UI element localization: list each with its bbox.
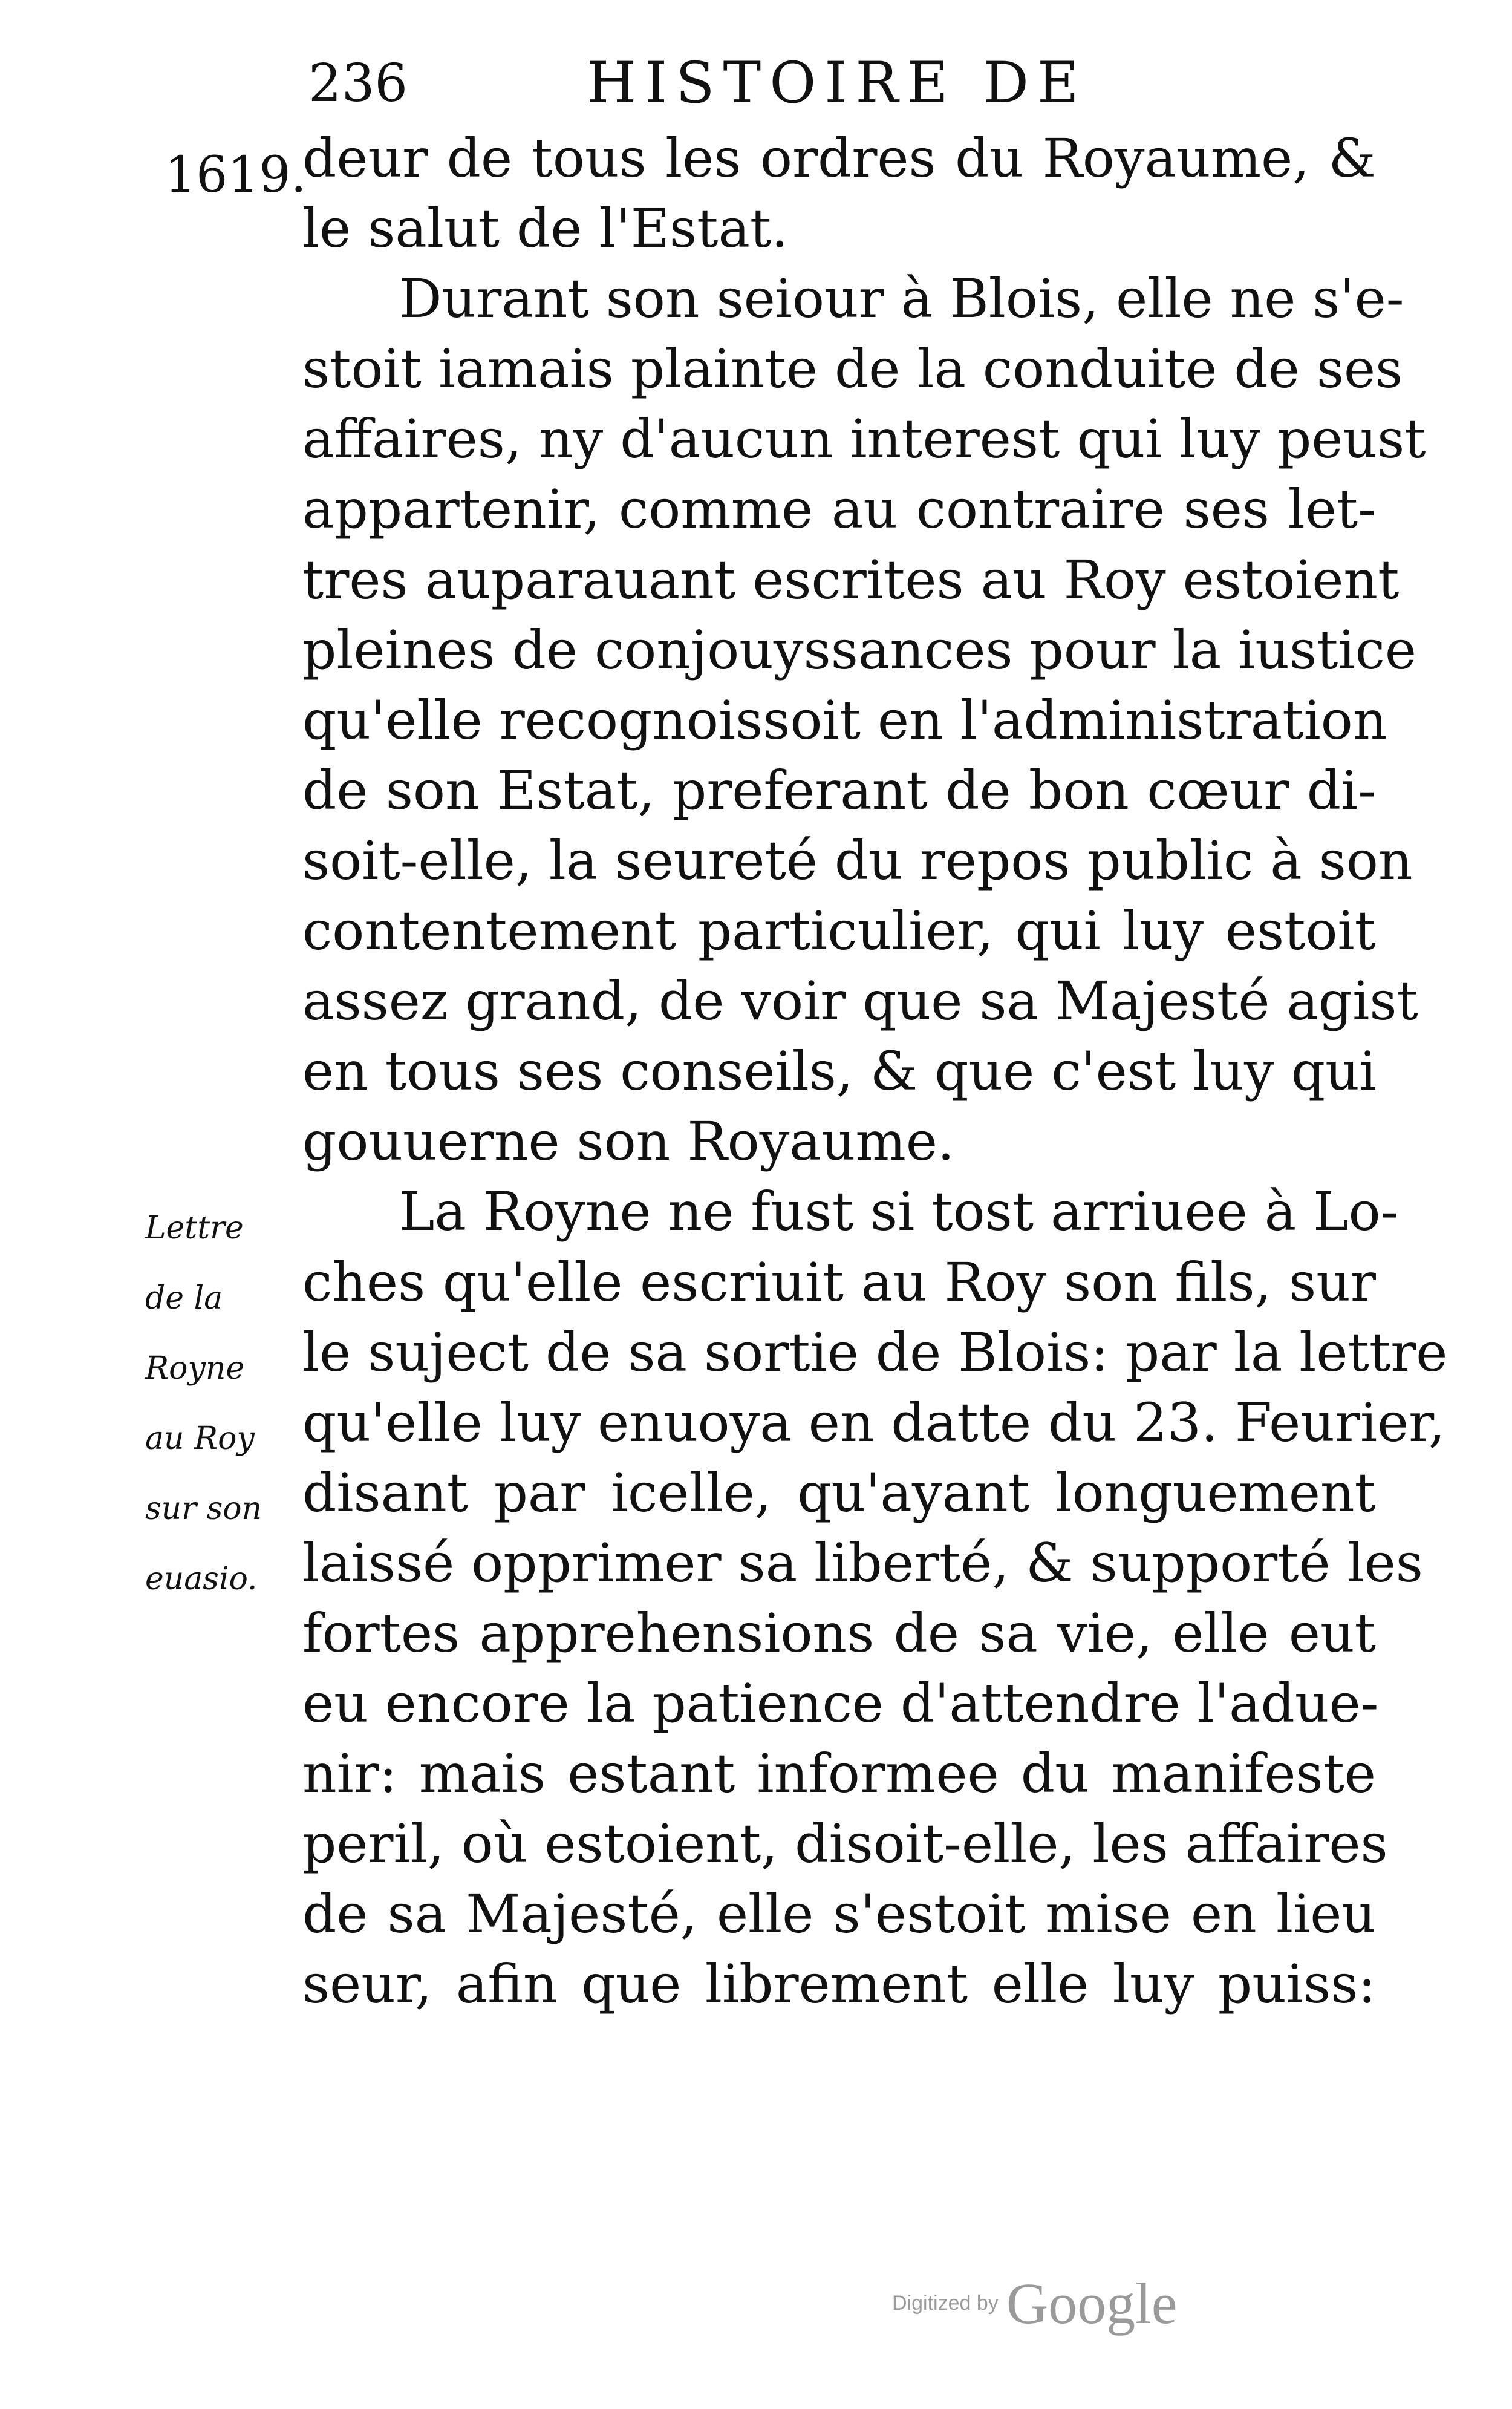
page-number: 236 bbox=[308, 53, 408, 114]
margin-year: 1619. bbox=[165, 146, 307, 204]
text-line: contentement particulier, qui luy estoit bbox=[302, 900, 1376, 963]
text-line: qu'elle luy enuoya en datte du 23. Feurier, bbox=[302, 1391, 1445, 1454]
text-line: qu'elle recognoissoit en l'administration bbox=[302, 688, 1387, 751]
watermark-prefix: Digitized by bbox=[892, 2292, 999, 2315]
text-line: soit-elle, la seureté du repos public à son bbox=[302, 829, 1413, 892]
text-line: La Royne ne fust si tost arriuee à Lo- bbox=[399, 1180, 1399, 1243]
text-line: deur de tous les ordres du Royaume, & bbox=[302, 127, 1376, 189]
text-line: eu encore la patience d'attendre l'adue- bbox=[302, 1672, 1379, 1735]
text-line: seur, afin que librement elle luy puiss: bbox=[302, 1953, 1376, 2016]
running-title: HISTOIRE DE bbox=[587, 50, 1087, 116]
text-line: de sa Majesté, elle s'estoit mise en lieu bbox=[302, 1883, 1376, 1946]
margin-note-line: euasio. bbox=[145, 1561, 258, 1597]
text-line: gouuerne son Royaume. bbox=[302, 1110, 954, 1173]
text-line: ches qu'elle escriuit au Roy son fils, sur bbox=[302, 1250, 1376, 1313]
text-line: peril, où estoient, disoit-elle, les affaires bbox=[302, 1812, 1388, 1875]
text-line: nir: mais estant informee du manifeste bbox=[302, 1742, 1376, 1805]
margin-note-line: au Roy bbox=[145, 1420, 255, 1457]
text-line: tres auparauant escrites au Roy estoient bbox=[302, 548, 1400, 611]
text-line: de son Estat, preferant de bon cœur di- bbox=[302, 759, 1376, 822]
text-line: le suject de sa sortie de Blois: par la lettre bbox=[302, 1321, 1448, 1384]
text-line: laissé opprimer sa liberté, & supporté les bbox=[302, 1531, 1423, 1594]
body-text bbox=[302, 123, 1448, 2020]
text-line: affaires, ny d'aucun interest qui luy peust bbox=[302, 408, 1426, 471]
margin-note-line: sur son bbox=[145, 1491, 262, 1527]
margin-note-line: de la bbox=[145, 1280, 223, 1316]
page-header bbox=[308, 50, 1204, 116]
margin-note bbox=[145, 1193, 287, 1614]
text-line: fortes apprehensions de sa vie, elle eut bbox=[302, 1601, 1376, 1664]
text-line: le salut de l'Estat. bbox=[302, 197, 789, 260]
text-line: stoit iamais plainte de la conduite de ses bbox=[302, 338, 1403, 400]
digitization-watermark bbox=[892, 2270, 1177, 2337]
text-line: pleines de conjouyssances pour la iustice bbox=[302, 618, 1416, 681]
text-line: en tous ses conseils, & que c'est luy qui bbox=[302, 1040, 1377, 1103]
text-line: disant par icelle, qu'ayant longuement bbox=[302, 1461, 1376, 1524]
google-logo: Google bbox=[1006, 2271, 1178, 2336]
margin-note-line: Royne bbox=[145, 1350, 245, 1387]
margin-note-line: Lettre bbox=[145, 1210, 244, 1246]
text-line: assez grand, de voir que sa Majesté agist bbox=[302, 970, 1418, 1033]
text-line: Durant son seiour à Blois, elle ne s'e- bbox=[399, 267, 1404, 330]
text-line: appartenir, comme au contraire ses let- bbox=[302, 478, 1376, 541]
